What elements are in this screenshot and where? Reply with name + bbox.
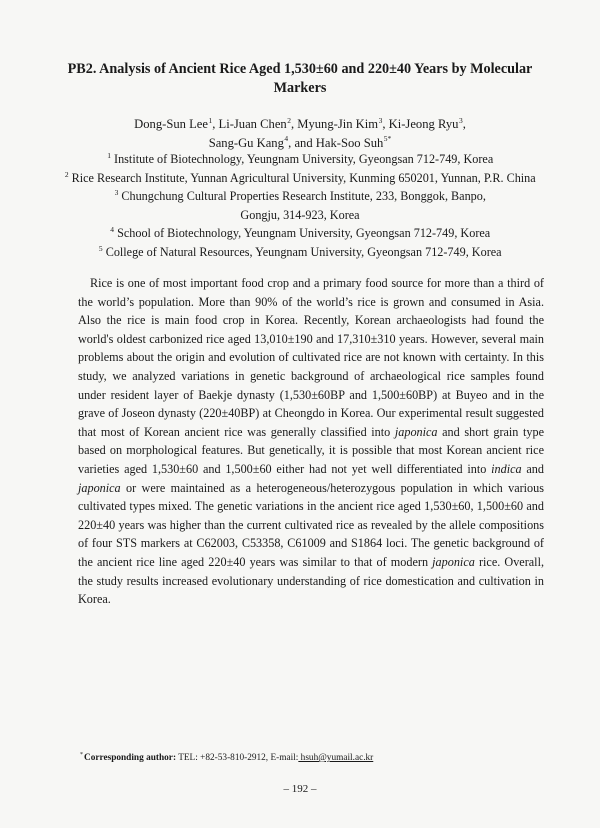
affiliation-text: Institute of Biotechnology, Yeungnam University, Gyeongsan 712-749, Korea: [110, 152, 494, 166]
affiliation-line: [60, 169, 540, 188]
affiliation-text: Rice Research Institute, Yunnan Agricultural University, Kunming 650201, Yunnan, P.R. China: [68, 170, 536, 185]
species-term: indica: [491, 461, 522, 476]
author-sup: 4: [284, 134, 289, 144]
affiliation-sup: 4: [110, 225, 115, 235]
species-term: japonica: [78, 480, 121, 495]
author-name: , Ki-Jeong Ryu: [382, 117, 459, 131]
author-sup: 2: [287, 115, 291, 125]
author-name: , Myung-Jin Kim: [290, 117, 379, 131]
author-name: , and Hak-Soo Suh: [288, 135, 384, 150]
affiliation-sup: 1: [107, 150, 111, 160]
species-term: japonica: [394, 424, 438, 439]
author-line-1: Dong-Sun Lee$^1$, Li-Juan Chen$^2$, Myung-Jin Kim$^3$, Ki-Jeong Ryu$^3$,: [134, 115, 466, 131]
affiliation-sup: 3: [114, 188, 119, 198]
paper-title: [60, 60, 540, 98]
affiliation-sup: 2: [64, 169, 69, 179]
footnote-marker: *: [80, 751, 83, 758]
author-name: Sang-Gu Kang: [208, 135, 284, 150]
affiliation-line: [60, 187, 540, 206]
affiliation-text: Chungchung Cultural Properties Research Institute, 233, Bonggok, Banpo,: [118, 189, 486, 204]
affiliation-text: College of Natural Resources, Yeungnam University, Gyeongsan 712-749, Korea: [102, 244, 502, 259]
affiliation-list: [60, 150, 540, 262]
abstract-text: and: [521, 461, 544, 476]
page-number: – 192 –: [283, 783, 317, 795]
affiliation-line: [60, 243, 540, 262]
affiliation-sup: 5: [98, 243, 103, 253]
title-line-2: Markers: [273, 80, 327, 96]
abstract-paragraph: [78, 274, 544, 609]
author-name: Dong-Sun Lee: [134, 117, 208, 131]
author-sup: 3: [378, 115, 383, 125]
affiliation-line: [60, 224, 540, 243]
abstract-text: Rice is one of most important food crop and a primary food source for more than a third of the world’s population. More than 90% of the world’s rice is grown and consumed in Asia. Also the rice is main food crop in Korea. Recently, Korean archaeologists had found the world's oldest carbonized rice aged 13,010±190 and 17,310±310 years. However, several main problems about the origin and evolution of cultivated rice are not known with certainty. In this study, we analyzed variations in genetic background of archaeological rice samples found under resident layer of Baekje dynasty (1,530±60BP and 1,500±60BP) at Buyeo and in the grave of Joseon dynasty (220±40BP) at Cheongdo in Korea. Our experimental result suggested that most of Korean ancient rice was generally classified into: [78, 276, 544, 439]
affiliation-text: School of Biotechnology, Yeungnam University, Gyeongsan 712-749, Korea: [114, 226, 491, 241]
author-sup: 3: [458, 115, 463, 125]
abstract-text: or were maintained as a heterogeneous/heterozygous population in which various cultivated types mixed. The genetic variations in the ancient rice aged 1,530±60, 1,500±60 and 220±40 years was higher than the current cultivated rice as revealed by the allele compositions of four STS markers at C62003, C53358, C61009 and S1864 loci. The genetic background of the ancient rice line aged 220±40 years was similar to that of modern: [78, 480, 544, 569]
affiliation-text: Gongju, 314-923, Korea: [240, 207, 360, 222]
footnote-email-link[interactable]: hsuh@yumail.ac.kr: [298, 753, 374, 763]
affiliation-line: [60, 206, 540, 225]
author-name: , Li-Juan Chen: [212, 117, 287, 131]
footnote-label: Corresponding author:: [84, 753, 177, 763]
author-sup: 5*: [383, 134, 392, 144]
author-sup: 1: [208, 115, 213, 125]
abstract-text: and short grain type based on morphological features. But genetically, it is possible that most Korean ancient rice varieties aged 1,530±60 and 1,500±60 either had not yet well differentiated into: [78, 424, 544, 476]
species-term: japonica: [432, 554, 475, 569]
title-line-1: PB2. Analysis of Ancient Rice Aged 1,530±60 and 220±40 Years by Molecular: [67, 61, 533, 77]
author-list: [60, 115, 540, 152]
corresponding-author-footnote: [80, 752, 520, 764]
affiliation-line: [60, 150, 540, 169]
footnote-contact: TEL: +82-53-810-2912, E-mail:: [176, 753, 299, 763]
abstract-text: rice. Overall, the study results increased evolutionary understanding of rice domestication and cultivation in Korea.: [78, 554, 544, 607]
